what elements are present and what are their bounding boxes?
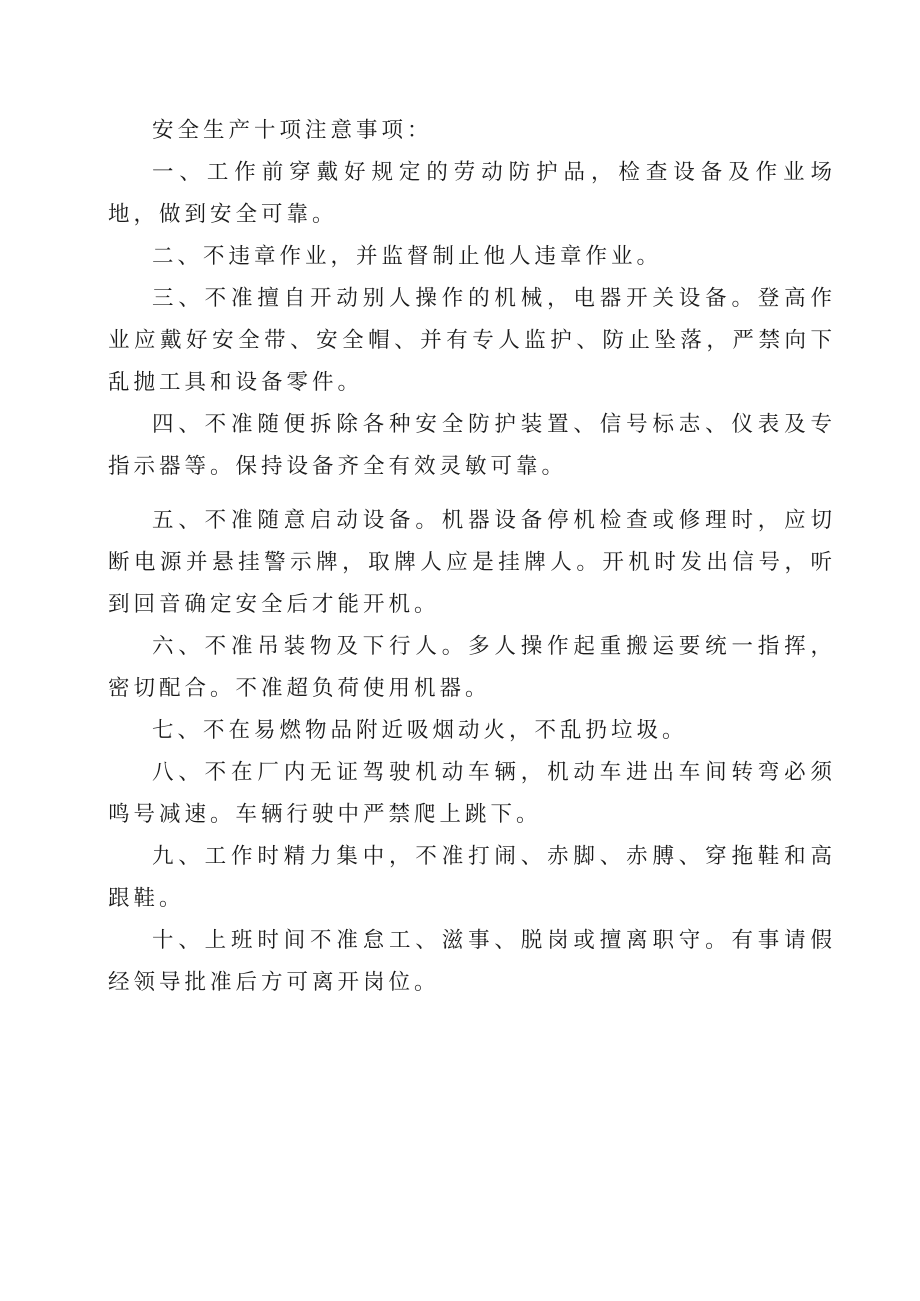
item-9: 九、工作时精力集中，不准打闹、赤脚、赤膊、穿拖鞋和高跟鞋。 [108,844,836,911]
item-2: 二、不违章作业，并监督制止他人违章作业。 [152,244,663,269]
item-3: 三、不准擅自开动别人操作的机械，电器开关设备。登高作业应戴好安全带、安全帽、并有专人监护、防止坠落，严禁向下乱抛工具和设备零件。 [108,286,836,395]
document-body [108,110,836,1004]
item-5: 五、不准随意启动设备。机器设备停机检查或修理时，应切断电源并悬挂警示牌，取牌人应是挂牌人。开机时发出信号，听到回音确定安全后才能开机。 [108,508,836,617]
item-8: 八、不在厂内无证驾驶机动车辆，机动车进出车间转弯必须鸣号减速。车辆行驶中严禁爬上跳下。 [108,760,836,827]
item-10: 十、上班时间不准怠工、滋事、脱岗或擅离职守。有事请假经领导批准后方可离开岗位。 [108,928,836,995]
item-7: 七、不在易燃物品附近吸烟动火，不乱扔垃圾。 [152,718,688,743]
item-1: 一、工作前穿戴好规定的劳动防护品，检查设备及作业场地，做到安全可靠。 [108,160,836,227]
item-6: 六、不准吊装物及下行人。多人操作起重搬运要统一指挥，密切配合。不准超负荷使用机器。 [108,634,836,701]
document-heading: 安全生产十项注意事项： [152,118,433,143]
item-4: 四、不准随便拆除各种安全防护装置、信号标志、仪表及专指示器等。保持设备齐全有效灵敏可靠。 [108,412,836,479]
